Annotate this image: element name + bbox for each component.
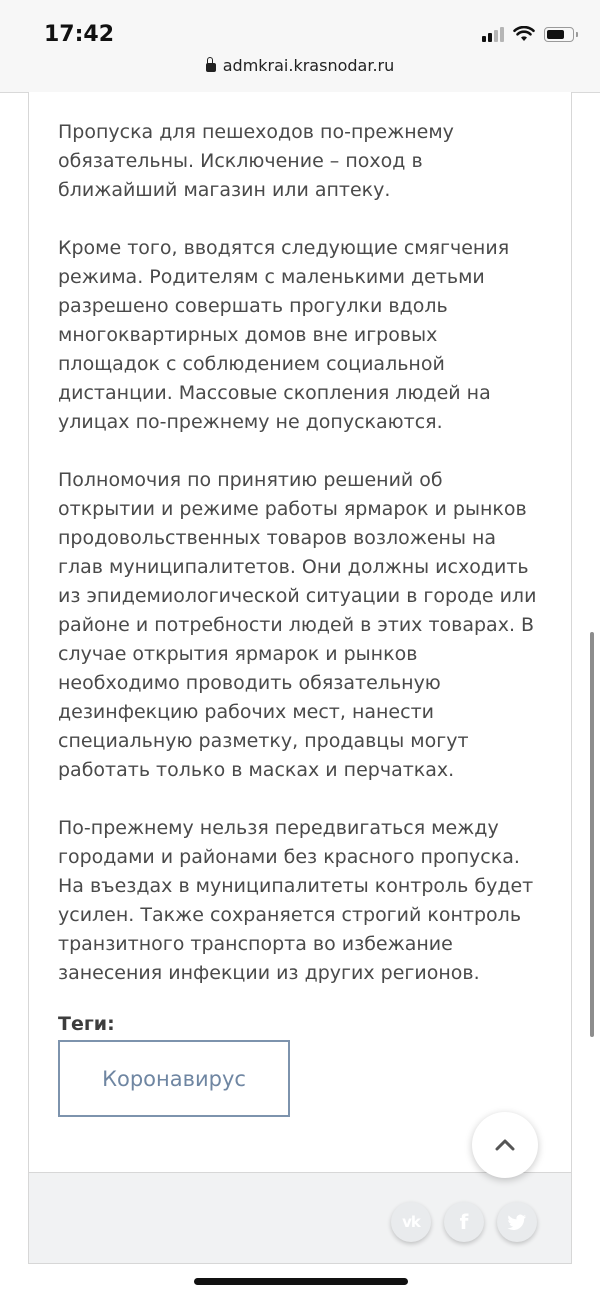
- article-body: [58, 118, 538, 1017]
- footer: [28, 1172, 572, 1264]
- article-paragraph: По-прежнему нельзя передвигаться между городами и районами без красного пропуска. На въездах в муниципалитеты контроль будет усилен. Также сохраняется строгий контроль транзитного транспорта во избежание занесения инфекции из других регионов.: [58, 817, 534, 984]
- home-indicator[interactable]: [194, 1278, 408, 1285]
- status-bar: [0, 0, 600, 93]
- battery-icon: [544, 27, 574, 42]
- vk-share-button[interactable]: [391, 1202, 431, 1242]
- article-paragraph: Полномочия по принятию решений об открытии и режиме работы ярмарок и рынков продовольственных товаров возложены на глав муниципалитетов. Они должны исходить из эпидемиологической ситуации в городе или районе и потребности людей в этих товарах. В случае открытия ярмарок и рынков необходимо проводить обязательную дезинфекцию рабочих мест, нанести специальную разметку, продавцы могут работать только в масках и перчатках.: [58, 469, 537, 781]
- signal-icon: [482, 26, 504, 42]
- status-time: 17:42: [44, 22, 115, 47]
- scrollbar[interactable]: [590, 632, 594, 1037]
- tag-coronavirus-button[interactable]: Коронавирус: [58, 1040, 290, 1117]
- status-icons: [482, 26, 574, 42]
- vk-icon: vk: [402, 1213, 420, 1231]
- article-paragraph: Кроме того, вводятся следующие смягчения режима. Родителям с маленькими детьми разрешено совершать прогулки вдоль многоквартирных домов вне игровых площадок с соблюдением социальной дистанции. Массовые скопления людей на улицах по-прежнему не допускаются.: [58, 237, 510, 433]
- url-text: admkrai.krasnodar.ru: [222, 56, 395, 75]
- scroll-to-top-button[interactable]: [472, 1112, 538, 1178]
- facebook-share-button[interactable]: [444, 1202, 484, 1242]
- lock-icon: [206, 63, 216, 72]
- tags-label: Теги:: [58, 1013, 115, 1035]
- twitter-share-button[interactable]: [497, 1202, 537, 1242]
- address-bar[interactable]: [0, 56, 600, 75]
- article-paragraph: Пропуска для пешеходов по-прежнему обязательны. Исключение – поход в ближайший магазин или аптеку.: [58, 121, 454, 201]
- wifi-icon: [513, 26, 535, 42]
- facebook-icon: f: [459, 1210, 469, 1234]
- chevron-up-icon: [495, 1139, 515, 1151]
- twitter-icon: [507, 1214, 527, 1230]
